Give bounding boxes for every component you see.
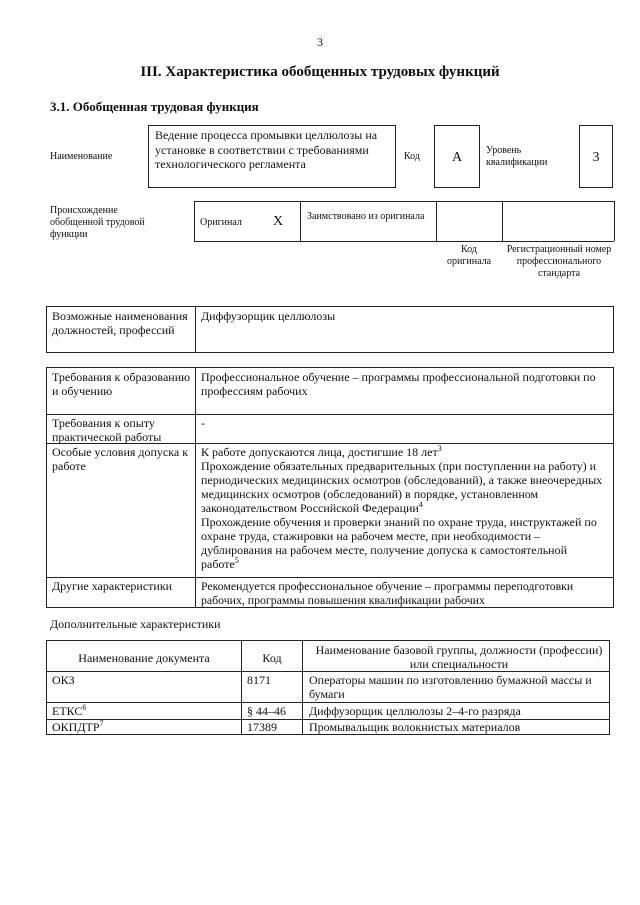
row-okpdtr-code: 17389 xyxy=(247,720,277,734)
row-okpdtr-name: Промывальщик волокнистых материалов xyxy=(309,720,521,734)
original-label: Оригинал xyxy=(200,217,242,228)
additional-table xyxy=(46,640,610,735)
level-label: Уровень квалификации xyxy=(486,145,548,168)
positions-table xyxy=(46,306,614,353)
conditions-value xyxy=(198,444,610,572)
other-value: Рекомендуется профессиональное обучение – программы переподготовки рабочих, программы повышения квалификации рабочих xyxy=(201,579,574,607)
experience-value: - xyxy=(201,416,205,430)
subsection-title: 3.1. Обобщенная трудовая функция xyxy=(50,99,259,114)
header-name: Наименование базовой группы, должности (профессии) или специальности xyxy=(315,643,603,671)
name-label: Наименование xyxy=(50,151,113,162)
original-mark: Х xyxy=(273,214,284,229)
conditions-label: Особые условия допуска к работе xyxy=(52,445,189,473)
conditions-p2: Прохождение обязательных предварительных (при поступлении на работу) и периодических медицинских осмотров (обследований), а также внеочередных медицинских осмотров (обследований) в порядке, установленном законодательством Российской Федерации xyxy=(201,459,603,515)
header-doc: Наименование документа xyxy=(78,651,210,665)
row-etks-code: § 44–46 xyxy=(247,704,286,718)
positions-value: Диффузорщик целлюлозы xyxy=(201,309,336,323)
section-title: III. Характеристика обобщенных трудовых функций xyxy=(140,64,500,80)
level-box xyxy=(579,125,613,188)
other-label: Другие характеристики xyxy=(52,579,173,593)
level-value: 3 xyxy=(592,150,600,165)
additional-title: Дополнительные характеристики xyxy=(50,617,221,631)
footnote-7: 7 xyxy=(99,719,104,728)
code-value: А xyxy=(451,150,463,165)
requirements-table xyxy=(46,367,614,608)
footnote-4: 4 xyxy=(418,500,423,509)
origin-label: Происхождение обобщенной трудовой функции xyxy=(50,205,145,240)
row-okz-name: Операторы машин по изготовлению бумажной массы и бумаги xyxy=(309,673,592,701)
positions-label: Возможные наименования должностей, профессий xyxy=(52,309,188,337)
code-original-caption: Код оригинала xyxy=(446,244,492,267)
conditions-p1: К работе допускаются лица, достигшие 18 лет xyxy=(201,445,438,459)
footnote-6: 6 xyxy=(82,703,87,712)
function-name-box xyxy=(148,125,396,188)
row-etks-doc: ЕТКС$^6$ xyxy=(52,703,87,718)
row-okpdtr-doc: ОКПДТР$^7$ xyxy=(52,719,104,734)
footnote-5: 5 xyxy=(234,556,239,565)
footnote-3: 3 xyxy=(437,444,442,453)
function-name-value: Ведение процесса промывки целлюлозы на установке в соответствии с требованиями технологического регламента xyxy=(155,128,378,171)
row-okz-code: 8171 xyxy=(247,673,271,687)
header-code: Код xyxy=(262,651,282,665)
education-label: Требования к образованию и обучению xyxy=(52,370,191,398)
row-okz-doc: ОКЗ xyxy=(52,673,75,687)
conditions-p3: Прохождение обучения и проверки знаний по охране труда, инструктажей по охране труда, стажировки на рабочем месте, при необходимости – дублирования на рабочем месте, получение допуска к самостоятельной работе xyxy=(201,515,597,571)
code-box xyxy=(434,125,480,188)
borrowed-label: Заимствовано из оригинала xyxy=(307,211,425,222)
education-value: Профессиональное обучение – программы профессиональной подготовки по профессиям рабочих xyxy=(201,370,596,398)
code-label: Код xyxy=(404,151,420,162)
row-etks-name: Диффузорщик целлюлозы 2–4-го разряда xyxy=(309,704,521,718)
experience-label: Требования к опыту практической работы xyxy=(52,416,162,444)
page-number: 3 xyxy=(317,35,323,49)
reg-number-caption: Регистрационный номер профессионального стандарта xyxy=(506,244,612,279)
